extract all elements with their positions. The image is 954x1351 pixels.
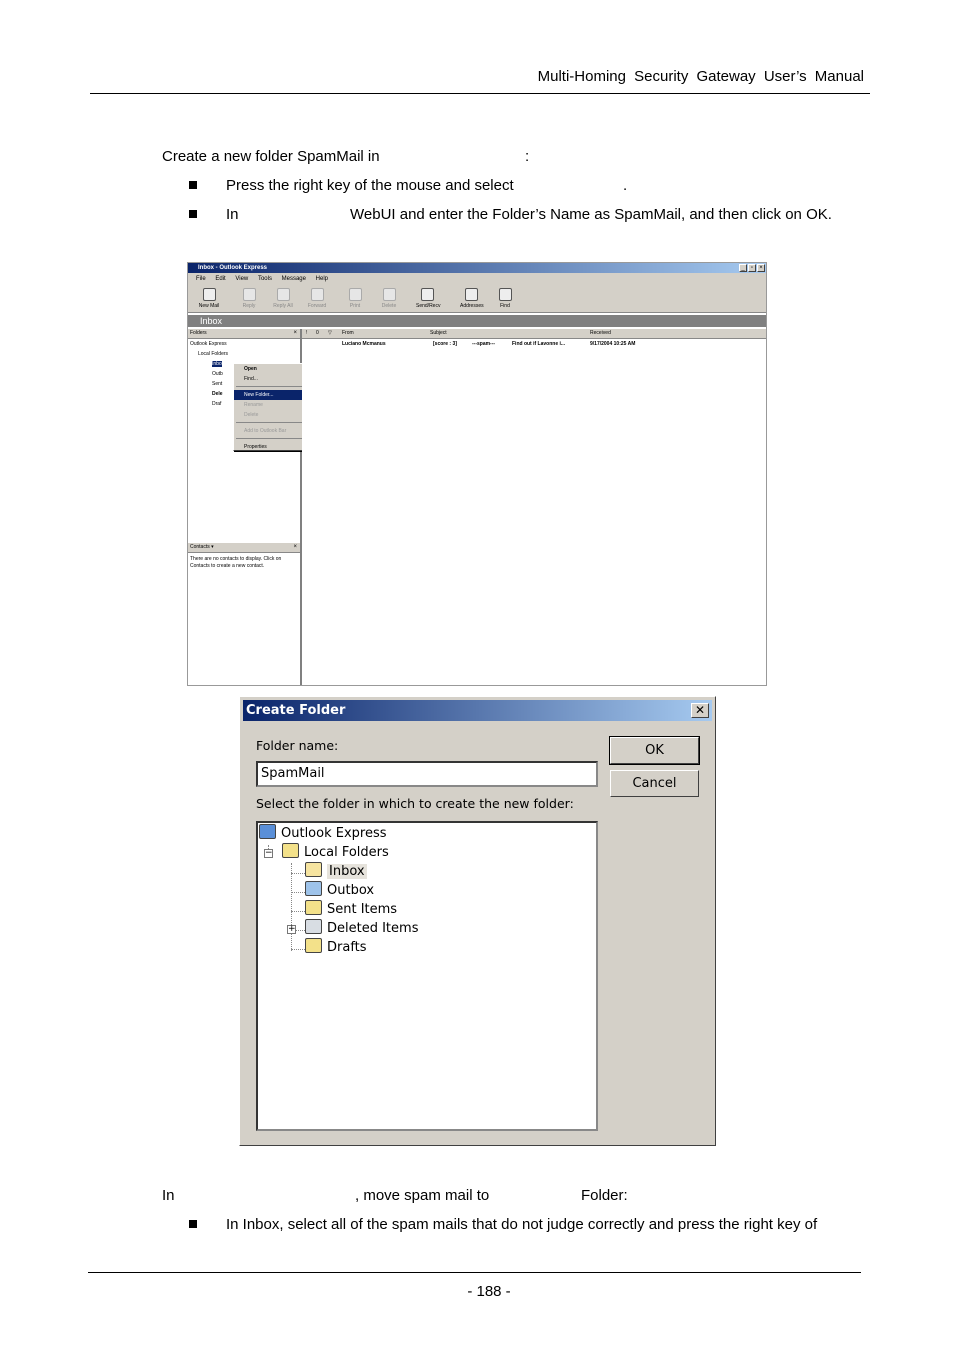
send-recv-icon	[421, 288, 434, 301]
context-new-folder[interactable]: New Folder...	[234, 390, 310, 400]
dialog-title-bar	[243, 700, 712, 721]
ok-button[interactable]: OK	[610, 737, 699, 764]
oe-message-list	[302, 329, 767, 686]
col-attachment[interactable]: 0	[316, 330, 319, 336]
context-delete[interactable]: Delete	[244, 412, 259, 418]
create-folder-dialog	[239, 696, 716, 1146]
outbox-icon	[305, 881, 322, 896]
delete-button[interactable]: Delete	[378, 288, 400, 309]
context-add-outlook-bar[interactable]: Add to Outlook Bar	[244, 428, 287, 434]
tree-line	[296, 930, 305, 931]
oe-folders-pane	[188, 329, 302, 686]
oe-window-controls	[739, 264, 765, 272]
menu-message[interactable]: Message	[281, 276, 306, 282]
bullet-2-text: WebUI and enter the Folder’s Name as SpamMail, and then click on OK.	[350, 206, 832, 223]
msg-received: 9/17/2004 10:25 AM	[590, 341, 636, 347]
contacts-header[interactable]: Contacts ▾ ×	[188, 543, 300, 553]
msg-subject: Find out if Lavonne i...	[512, 341, 566, 347]
tree-line	[291, 911, 305, 912]
inbox-icon	[305, 862, 322, 877]
col-flag[interactable]: ▽	[328, 330, 332, 336]
addresses-button[interactable]: Addresses	[460, 288, 482, 309]
maximize-icon[interactable]: ▫	[748, 264, 756, 272]
tree-item-local-folders[interactable]: Local Folders	[282, 843, 389, 862]
reply-all-button[interactable]: Reply All	[272, 288, 294, 309]
contacts-empty-text: There are no contacts to display. Click on Contacts to create a new contact.	[190, 556, 282, 569]
tree-item[interactable]: Outb	[212, 371, 223, 377]
tree-item[interactable]: Inbo	[212, 361, 222, 367]
section2-bullet-text: In Inbox, select all of the spam mails that do not judge correctly and press the right key of	[226, 1216, 818, 1233]
expand-icon[interactable]: +	[288, 924, 296, 934]
new-mail-icon	[203, 288, 216, 301]
bullet-marker	[189, 1220, 197, 1228]
message-list-header	[302, 329, 767, 339]
bullet-marker	[189, 210, 197, 218]
tree-item[interactable]: Local Folders	[198, 351, 229, 357]
col-priority[interactable]: !	[306, 330, 308, 336]
col-subject[interactable]: Subject	[430, 330, 447, 336]
sent-items-icon	[305, 900, 322, 915]
print-icon	[349, 288, 362, 301]
oe-title-bar	[188, 263, 766, 273]
deleted-items-icon	[305, 919, 322, 934]
bullet-1-text: Press the right key of the mouse and select	[226, 177, 514, 194]
reply-all-icon	[277, 288, 290, 301]
tree-item-outlook-express[interactable]: Outlook Express	[259, 824, 387, 843]
tree-item-outbox[interactable]: Outbox	[305, 881, 374, 900]
bullet-marker	[189, 181, 197, 189]
minimize-icon[interactable]: _	[739, 264, 747, 272]
msg-spam-tag: ---spam---	[472, 341, 496, 347]
tree-line	[291, 873, 305, 874]
message-row[interactable]	[302, 339, 767, 349]
close-icon[interactable]: ×	[293, 330, 297, 336]
find-button[interactable]: Find	[494, 288, 516, 309]
menu-separator	[236, 438, 308, 440]
reply-icon	[243, 288, 256, 301]
tree-line	[291, 949, 305, 950]
folder-name-input[interactable]: SpamMail	[256, 761, 598, 787]
menu-separator	[236, 386, 308, 388]
find-icon	[499, 288, 512, 301]
cancel-button[interactable]: Cancel	[610, 770, 699, 797]
close-icon[interactable]: ×	[293, 544, 297, 550]
menu-file[interactable]: File	[196, 276, 206, 282]
bullet-1-end: .	[623, 177, 628, 194]
tree-line	[291, 892, 305, 893]
col-from[interactable]: From	[342, 330, 354, 336]
local-folders-icon	[282, 843, 299, 858]
addresses-icon	[465, 288, 478, 301]
tree-item[interactable]: Sent	[212, 381, 223, 387]
context-open[interactable]: Open	[244, 366, 257, 372]
context-rename[interactable]: Rename	[244, 402, 263, 408]
forward-button[interactable]: Forward	[306, 288, 328, 309]
tree-item-inbox[interactable]: Inbox	[305, 862, 367, 881]
msg-from: Luciano Mcmanus	[342, 341, 386, 347]
folders-header: Folders ×	[188, 329, 300, 339]
forward-icon	[311, 288, 324, 301]
select-folder-label: Select the folder in which to create the new folder:	[256, 796, 574, 811]
header-rule	[90, 93, 870, 94]
print-button[interactable]: Print	[344, 288, 366, 309]
menu-edit[interactable]: Edit	[215, 276, 226, 282]
reply-button[interactable]: Reply	[238, 288, 260, 309]
tree-line	[291, 863, 292, 951]
intro-colon: :	[525, 148, 530, 165]
section2-move: , move spam mail to	[355, 1187, 490, 1204]
context-properties[interactable]: Properties	[244, 444, 267, 450]
drafts-icon	[305, 938, 322, 953]
delete-icon	[383, 288, 396, 301]
page-number: - 188 -	[467, 1283, 511, 1300]
context-find[interactable]: Find...	[244, 376, 258, 382]
close-icon[interactable]: ×	[757, 264, 765, 272]
oe-folder-bar: Inbox	[188, 315, 766, 327]
oe-menu-bar	[188, 273, 766, 285]
tree-item-drafts[interactable]: Drafts	[305, 938, 367, 957]
section2-folder: Folder:	[581, 1187, 628, 1204]
menu-help[interactable]: Help	[315, 276, 328, 282]
oe-window-title: Inbox - Outlook Express	[198, 265, 268, 271]
context-menu	[233, 363, 311, 451]
outlook-express-screenshot	[187, 262, 767, 686]
menu-separator	[236, 422, 308, 424]
close-icon[interactable]: ✕	[691, 703, 709, 718]
folder-name-label: Folder name:	[256, 738, 339, 753]
tree-item[interactable]: Draf	[212, 401, 222, 407]
oe-toolbar	[188, 285, 766, 313]
outlook-express-icon	[259, 824, 276, 839]
intro-text: Create a new folder SpamMail in	[162, 148, 380, 165]
send-recv-button[interactable]: Send/Recv	[416, 288, 438, 309]
section2-in: In	[162, 1187, 175, 1204]
collapse-icon[interactable]: −	[265, 848, 273, 858]
tree-item[interactable]: Outlook Express	[190, 341, 227, 347]
menu-tools[interactable]: Tools	[257, 276, 272, 282]
tree-item-deleted-items[interactable]: Deleted Items	[305, 919, 418, 938]
contacts-pane	[188, 543, 300, 573]
dialog-title: Create Folder	[246, 703, 346, 718]
menu-view[interactable]: View	[235, 276, 249, 282]
col-received[interactable]: Received	[590, 330, 611, 336]
running-header: Multi-Homing Security Gateway User’s Manual	[537, 68, 864, 85]
tree-item-sent-items[interactable]: Sent Items	[305, 900, 397, 919]
new-mail-button[interactable]: New Mail	[198, 288, 220, 309]
folder-tree	[256, 821, 598, 1131]
msg-score: [score : 3]	[433, 341, 457, 347]
tree-item[interactable]: Dele	[212, 391, 223, 397]
bullet-2-in: In	[226, 206, 239, 223]
footer-rule	[88, 1272, 861, 1273]
